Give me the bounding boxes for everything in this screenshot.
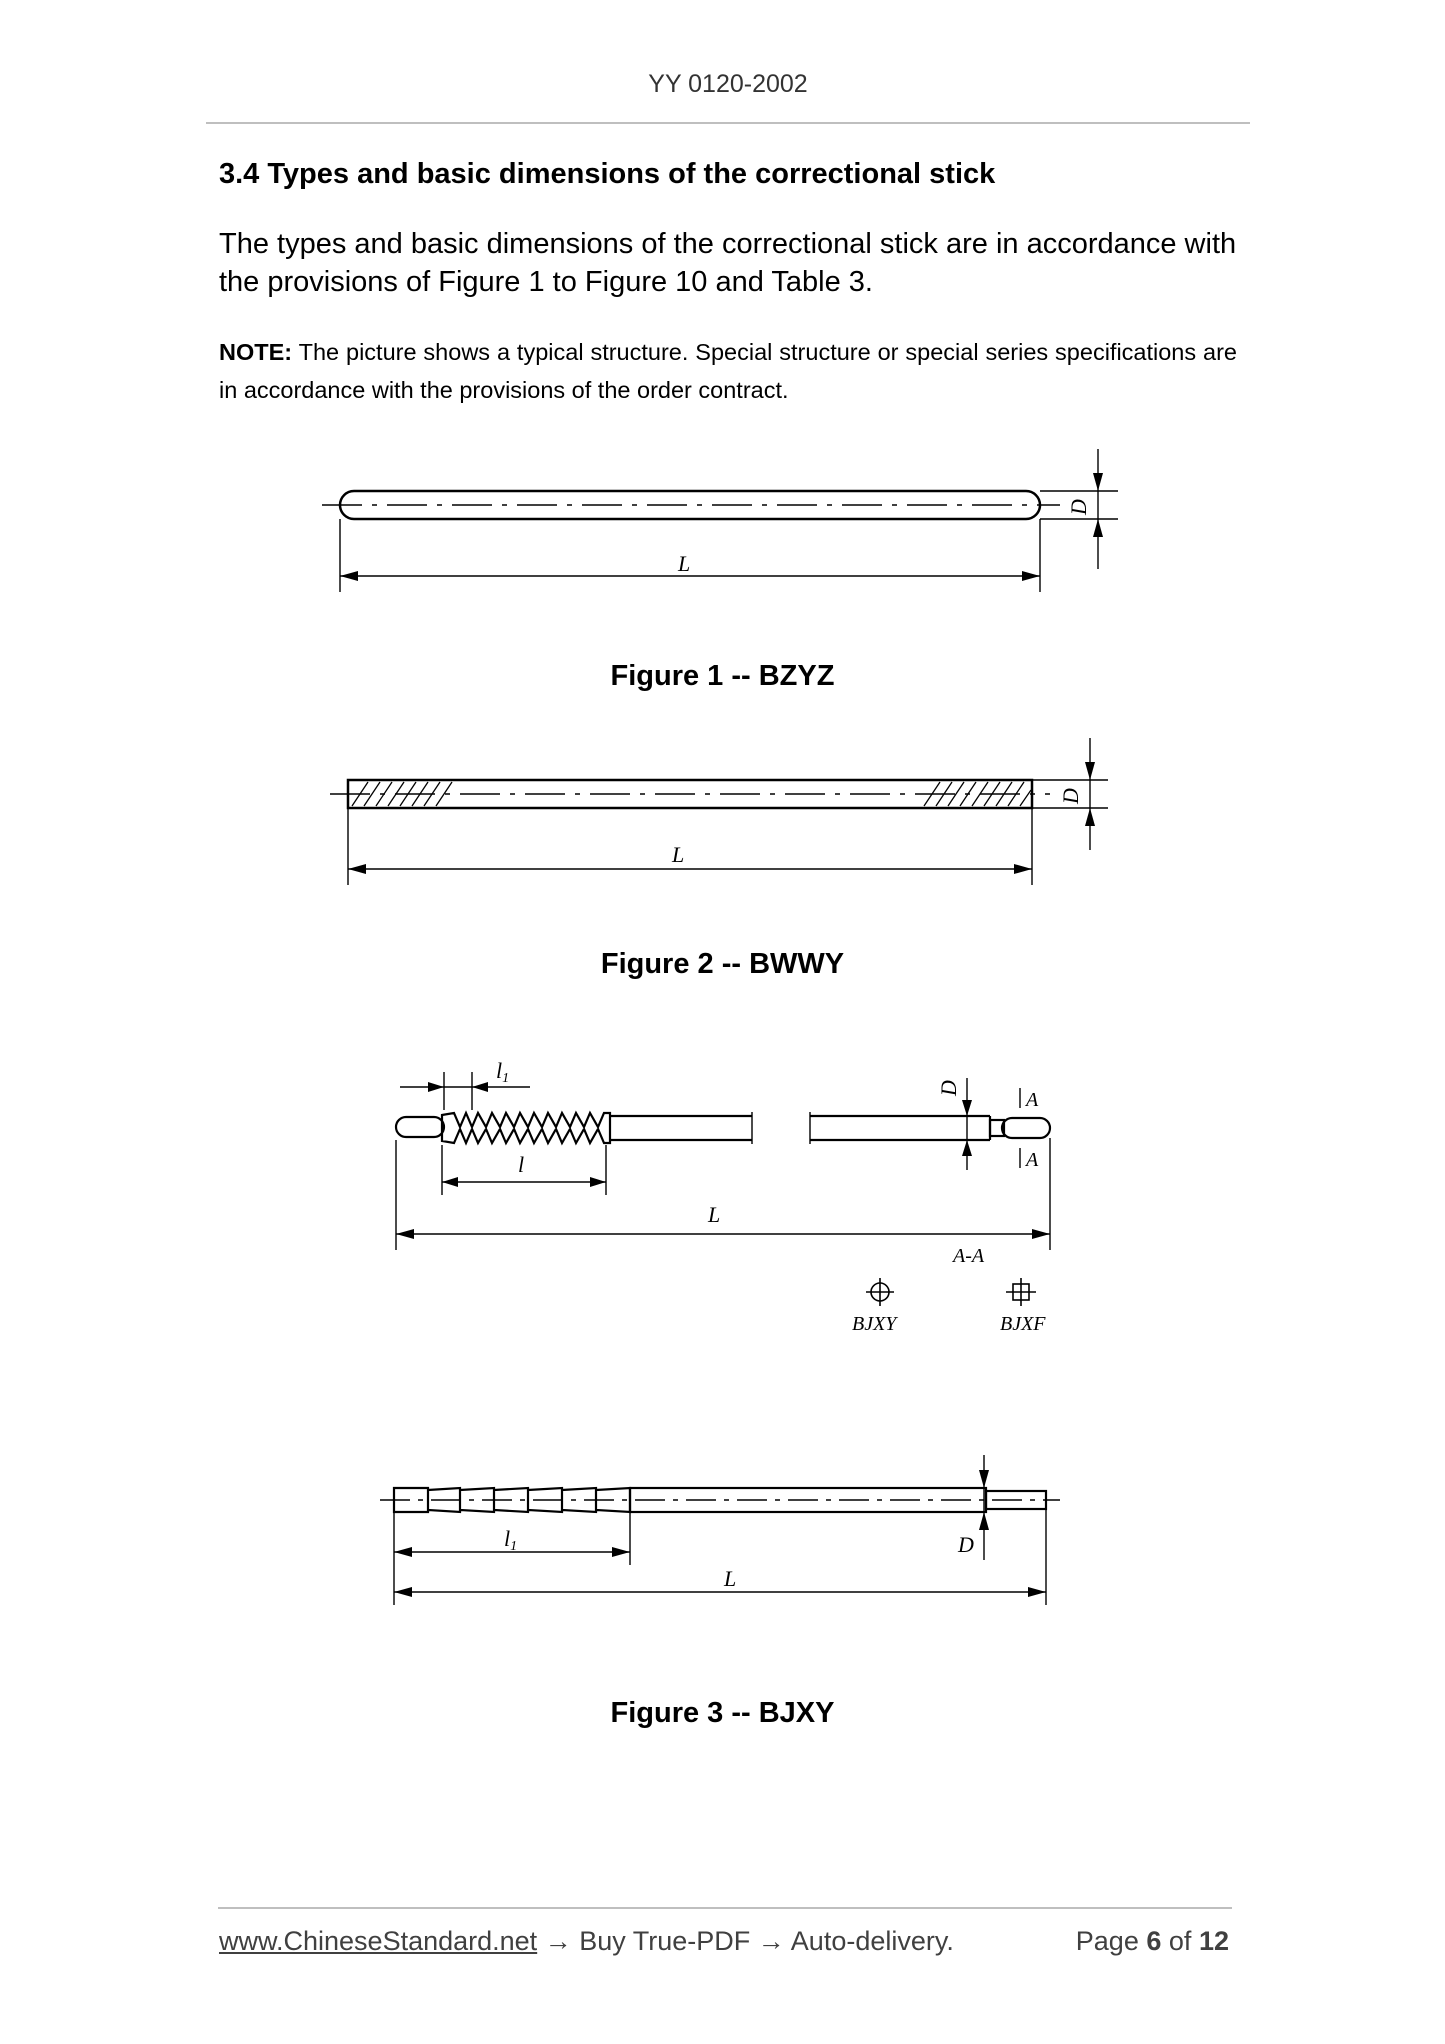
section-a-label: A — [1026, 1149, 1039, 1171]
note-text: The picture shows a typical structure. Special structure or special series specifications are in accordance with the provisions of the order contract. — [219, 339, 1237, 403]
website-link[interactable]: www.ChineseStandard.net — [219, 1926, 538, 1956]
page-word: Page — [1075, 1926, 1139, 1956]
length-label: L — [708, 1202, 721, 1227]
arrow-icon: → — [544, 1926, 572, 1956]
diameter-label: D — [936, 1080, 961, 1096]
footer-divider — [218, 1907, 1232, 1909]
arrowhead — [394, 1587, 412, 1597]
diameter-label: D — [1058, 788, 1083, 804]
section-a-label: A — [1026, 1089, 1039, 1111]
page-total: 12 — [1198, 1926, 1229, 1956]
variant-bjxf-label: BJXF — [1000, 1313, 1046, 1335]
document-code-header: YY 0120-2002 — [648, 70, 808, 98]
l1-label: l1 — [504, 1526, 518, 1554]
length-label: L — [678, 551, 691, 576]
length-label: L — [672, 842, 685, 867]
figure-1-caption: Figure 1 -- BZYZ — [610, 660, 835, 692]
page-indicator — [1076, 1926, 1229, 1957]
diameter-label: D — [958, 1532, 974, 1557]
section-body-text: The types and basic dimensions of the correctional stick are in accordance with the provisions of Figure 1 to Figure 10 and Table 3. — [219, 228, 1237, 298]
note-label: NOTE: — [219, 339, 293, 365]
l1-label: l1 — [496, 1058, 510, 1086]
page-current: 6 — [1146, 1926, 1162, 1956]
l-label: l — [518, 1152, 525, 1177]
of-word: of — [1168, 1926, 1192, 1956]
section-view-label: A-A — [953, 1245, 985, 1267]
section-heading: 3.4 Types and basic dimensions of the correctional stick — [219, 158, 996, 190]
diameter-label: D — [1066, 499, 1091, 515]
length-label: L — [724, 1566, 737, 1591]
arrow-icon: → — [757, 1926, 785, 1956]
figure-3-caption: Figure 3 -- BJXY — [610, 1697, 835, 1729]
arrowhead — [979, 1512, 989, 1530]
variant-bjxy-label: BJXY — [852, 1313, 897, 1335]
figure-2-caption: Figure 2 -- BWWY — [600, 948, 845, 980]
buy-pdf-text: Buy True-PDF — [579, 1926, 751, 1956]
arrowhead — [1028, 1587, 1046, 1597]
arrowhead — [979, 1470, 989, 1488]
footer — [219, 1926, 1229, 1957]
arrowhead — [612, 1547, 630, 1557]
delivery-text: Auto-delivery. — [790, 1926, 954, 1956]
arrowhead — [394, 1547, 412, 1557]
